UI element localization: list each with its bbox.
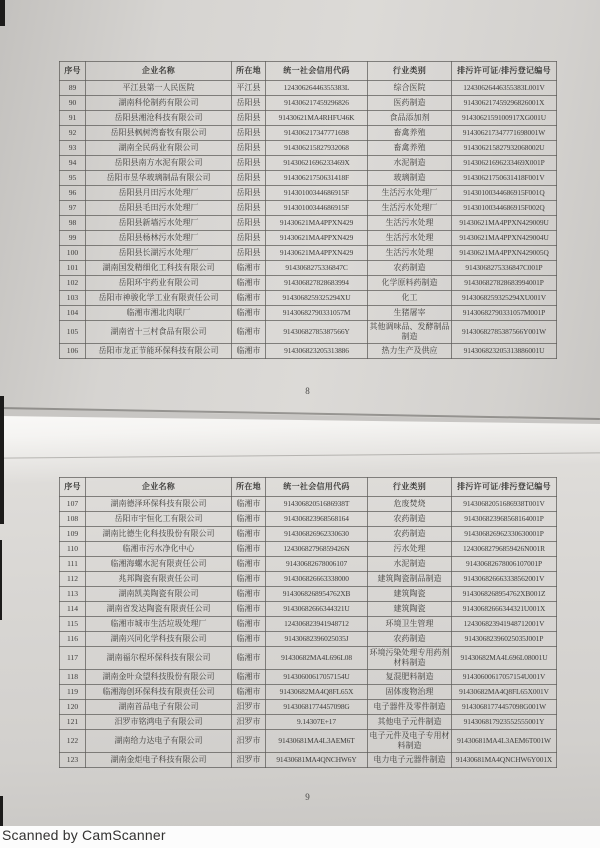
photo-edge-artifact (0, 540, 2, 620)
cell-location: 临湘市 (232, 647, 266, 670)
cell-location: 岳阳县 (232, 246, 266, 261)
cell-permit-no: 91430682051686938T001V (452, 497, 557, 512)
cell-location: 临湘市 (232, 527, 266, 542)
cell-company-name: 临湘海螺水泥有限责任公司 (86, 557, 232, 572)
cell-location: 岳阳县 (232, 141, 266, 156)
cell-serial-no: 99 (60, 231, 86, 246)
cell-credit-code: 914306823968568164 (266, 512, 368, 527)
table-row (60, 186, 557, 201)
cell-permit-no: 914306823205313886001U (452, 344, 557, 359)
cell-credit-code: 91430682666344321U (266, 602, 368, 617)
cell-permit-no: 914306217459296826001X (452, 96, 557, 111)
cell-industry: 生活污水处理 (368, 216, 452, 231)
table-row (60, 715, 557, 730)
cell-industry: 建筑陶瓷制品制造 (368, 572, 452, 587)
camscanner-watermark: Scanned by CamScanner (2, 827, 166, 843)
cell-credit-code: 91430681MA4L3AEM6T (266, 730, 368, 753)
cell-serial-no: 111 (60, 557, 86, 572)
cell-industry: 电力电子元器件制造 (368, 753, 452, 768)
cell-company-name: 岳阳县湘沧科技有限公司 (86, 111, 232, 126)
pollution-permit-table-page-9 (59, 477, 557, 768)
cell-serial-no: 102 (60, 276, 86, 291)
table-row (60, 730, 557, 753)
cell-permit-no: 914306826663338562001V (452, 572, 557, 587)
cell-serial-no: 100 (60, 246, 86, 261)
cell-credit-code: 9143068259325294XU (266, 291, 368, 306)
cell-serial-no: 118 (60, 670, 86, 685)
cell-credit-code: 91430682396025035J (266, 632, 368, 647)
cell-company-name: 湖南金叶众望科技股份有限公司 (86, 670, 232, 685)
cell-industry: 污水处理 (368, 542, 452, 557)
cell-credit-code: 91430600617057154U (266, 670, 368, 685)
cell-industry: 化工 (368, 291, 452, 306)
cell-serial-no: 116 (60, 632, 86, 647)
table-row (60, 602, 557, 617)
cell-serial-no: 113 (60, 587, 86, 602)
cell-serial-no: 103 (60, 291, 86, 306)
cell-permit-no: 9143068259325294XU001V (452, 291, 557, 306)
cell-location: 岳阳县 (232, 126, 266, 141)
cell-company-name: 岳阳县南方水泥有限公司 (86, 156, 232, 171)
cell-permit-no: 91430682785387566Y001W (452, 321, 557, 344)
cell-industry: 农药制造 (368, 632, 452, 647)
cell-permit-no: 12430682796859426N001R (452, 542, 557, 557)
cell-location: 汨罗市 (232, 700, 266, 715)
header-cell: 行业类别 (368, 62, 452, 81)
cell-permit-no: 91430100344686915F002Q (452, 201, 557, 216)
cell-company-name: 湖南国发精细化工科技有限公司 (86, 261, 232, 276)
cell-credit-code: 91430682785387566Y (266, 321, 368, 344)
cell-credit-code: 12430626446355383L (266, 81, 368, 96)
cell-serial-no: 108 (60, 512, 86, 527)
cell-company-name: 湖南福尔程环保科技有限公司 (86, 647, 232, 670)
page-number: 9 (305, 792, 310, 802)
table-row (60, 321, 557, 344)
photo-edge-artifact (0, 0, 5, 26)
table-row (60, 276, 557, 291)
cell-credit-code: 91430621MA4PPXN429 (266, 216, 368, 231)
cell-company-name: 湖南省十三村食品有限公司 (86, 321, 232, 344)
cell-industry: 危废焚烧 (368, 497, 452, 512)
cell-company-name: 湖南凯美陶瓷有限公司 (86, 587, 232, 602)
header-cell: 统一社会信用代码 (266, 62, 368, 81)
table-row (60, 647, 557, 670)
cell-company-name: 湖南兴同化学科技有限公司 (86, 632, 232, 647)
table-row (60, 201, 557, 216)
table-row (60, 156, 557, 171)
cell-industry: 农药制造 (368, 512, 452, 527)
cell-serial-no: 105 (60, 321, 86, 344)
cell-credit-code: 9143068275336847C (266, 261, 368, 276)
cell-serial-no: 98 (60, 216, 86, 231)
cell-industry: 水泥制造 (368, 557, 452, 572)
cell-location: 临湘市 (232, 276, 266, 291)
cell-credit-code: 9143068268954762XB (266, 587, 368, 602)
cell-industry: 生活污水处理厂 (368, 186, 452, 201)
cell-company-name: 临湘市污水净化中心 (86, 542, 232, 557)
cell-industry: 建筑陶瓷 (368, 602, 452, 617)
table-row (60, 542, 557, 557)
cell-permit-no: 91430681MA4QNCHW6Y001X (452, 753, 557, 768)
cell-location: 临湘市 (232, 670, 266, 685)
header-cell: 行业类别 (368, 478, 452, 497)
cell-company-name: 湖南首品电子有限公司 (86, 700, 232, 715)
table-row (60, 306, 557, 321)
cell-location: 临湘市 (232, 261, 266, 276)
cell-credit-code: 91430682790331057M (266, 306, 368, 321)
cell-industry: 水泥制造 (368, 156, 452, 171)
cell-permit-no: 91430682MA4Q8FL65X001V (452, 685, 557, 700)
cell-serial-no: 96 (60, 186, 86, 201)
cell-location: 临湘市 (232, 497, 266, 512)
cell-serial-no: 107 (60, 497, 86, 512)
cell-company-name: 岳阳县枫树湾畜牧有限公司 (86, 126, 232, 141)
cell-company-name: 岳阳市神骏化学工业有限责任公司 (86, 291, 232, 306)
cell-permit-no: 91430621MA4PPXN429005Q (452, 246, 557, 261)
cell-company-name: 湖南省发达陶瓷有限责任公司 (86, 602, 232, 617)
cell-industry: 化学原料药制造 (368, 276, 452, 291)
table-row (60, 572, 557, 587)
cell-location: 临湘市 (232, 344, 266, 359)
cell-location: 岳阳县 (232, 216, 266, 231)
header-cell: 所在地 (232, 478, 266, 497)
table-row (60, 670, 557, 685)
cell-permit-no: 9143068268954762XB001Z (452, 587, 557, 602)
cell-serial-no: 93 (60, 141, 86, 156)
pollution-permit-table-page-8 (59, 61, 557, 359)
table-row (60, 96, 557, 111)
cell-company-name: 岳阳县月田污水处理厂 (86, 186, 232, 201)
cell-permit-no: 91430621MA4PPXN429004U (452, 231, 557, 246)
table-header-row (60, 478, 557, 497)
cell-location: 岳阳县 (232, 171, 266, 186)
header-cell: 排污许可证/排污登记编号 (452, 478, 557, 497)
table-row (60, 632, 557, 647)
cell-serial-no: 120 (60, 700, 86, 715)
cell-industry: 生猪屠宰 (368, 306, 452, 321)
cell-serial-no: 94 (60, 156, 86, 171)
cell-location: 临湘市 (232, 291, 266, 306)
header-cell: 企业名称 (86, 62, 232, 81)
cell-industry: 其他调味品、发酵制品制造 (368, 321, 452, 344)
table-row (60, 753, 557, 768)
cell-permit-no: 9143068275336847C001P (452, 261, 557, 276)
cell-permit-no: 91430621750631418F001V (452, 171, 557, 186)
photo-edge-artifact (0, 796, 3, 828)
cell-location: 临湘市 (232, 617, 266, 632)
cell-permit-no: 124306823941948712001V (452, 617, 557, 632)
cell-permit-no: 9143062159100917XG001U (452, 111, 557, 126)
table-row (60, 126, 557, 141)
cell-credit-code: 9.14307E+17 (266, 715, 368, 730)
cell-industry: 其他电子元件制造 (368, 715, 452, 730)
photo-edge-artifact (0, 396, 4, 524)
cell-serial-no: 92 (60, 126, 86, 141)
cell-serial-no: 104 (60, 306, 86, 321)
cell-location: 临湘市 (232, 587, 266, 602)
cell-location: 临湘市 (232, 512, 266, 527)
header-cell: 所在地 (232, 62, 266, 81)
cell-serial-no: 122 (60, 730, 86, 753)
cell-company-name: 岳阳县长湖污水处理厂 (86, 246, 232, 261)
cell-credit-code: 914306826962330630 (266, 527, 368, 542)
cell-permit-no: 12430626446355383L001V (452, 81, 557, 96)
cell-industry: 玻璃制造 (368, 171, 452, 186)
cell-permit-no: 91430682396025035J001P (452, 632, 557, 647)
table-row (60, 685, 557, 700)
cell-credit-code: 12430682796859426N (266, 542, 368, 557)
cell-location: 临湘市 (232, 306, 266, 321)
cell-company-name: 湖南比德生化科技股份有限公司 (86, 527, 232, 542)
table-row (60, 111, 557, 126)
cell-credit-code: 91430621MA4PPXN429 (266, 231, 368, 246)
table-row (60, 512, 557, 527)
cell-serial-no: 101 (60, 261, 86, 276)
cell-industry: 热力生产及供应 (368, 344, 452, 359)
cell-serial-no: 114 (60, 602, 86, 617)
cell-serial-no: 117 (60, 647, 86, 670)
cell-permit-no: 914306817923552555001Y (452, 715, 557, 730)
cell-location: 临湘市 (232, 602, 266, 617)
cell-industry: 生活污水处理 (368, 246, 452, 261)
cell-company-name: 湖南德泽环保科技有限公司 (86, 497, 232, 512)
cell-credit-code: 91430681MA4QNCHW6Y (266, 753, 368, 768)
cell-location: 汨罗市 (232, 715, 266, 730)
cell-industry: 复混肥料制造 (368, 670, 452, 685)
cell-industry: 固体废物治理 (368, 685, 452, 700)
cell-serial-no: 89 (60, 81, 86, 96)
cell-location: 汨罗市 (232, 753, 266, 768)
cell-serial-no: 109 (60, 527, 86, 542)
cell-serial-no: 110 (60, 542, 86, 557)
cell-industry: 食品添加剂 (368, 111, 452, 126)
cell-serial-no: 121 (60, 715, 86, 730)
cell-location: 岳阳县 (232, 231, 266, 246)
cell-industry: 生活污水处理 (368, 231, 452, 246)
table-row (60, 617, 557, 632)
cell-company-name: 岳阳市昱华玻璃制品有限公司 (86, 171, 232, 186)
cell-company-name: 岳阳县新墙污水处理厂 (86, 216, 232, 231)
cell-company-name: 湖南全民码业有限公司 (86, 141, 232, 156)
cell-permit-no: 914306823968568164001P (452, 512, 557, 527)
cell-industry: 环境卫生管理 (368, 617, 452, 632)
header-cell: 序号 (60, 62, 86, 81)
cell-company-name: 岳阳县毛田污水处理厂 (86, 201, 232, 216)
cell-permit-no: 91430600617057154U001V (452, 670, 557, 685)
cell-location: 临湘市 (232, 632, 266, 647)
cell-permit-no: 91430681MA4L3AEM6T001W (452, 730, 557, 753)
table-row (60, 527, 557, 542)
cell-credit-code: 914306217459296826 (266, 96, 368, 111)
header-cell: 序号 (60, 478, 86, 497)
cell-company-name: 岳阳县杨林污水处理厂 (86, 231, 232, 246)
cell-credit-code: 91430621MA4RHFU46K (266, 111, 368, 126)
cell-location: 临湘市 (232, 321, 266, 344)
cell-credit-code: 91430682MA4Q8FL65X (266, 685, 368, 700)
cell-permit-no: 914306215827932068002U (452, 141, 557, 156)
cell-serial-no: 123 (60, 753, 86, 768)
cell-permit-no: 91430621696233469X001P (452, 156, 557, 171)
cell-location: 临湘市 (232, 685, 266, 700)
cell-industry: 农药制造 (368, 527, 452, 542)
cell-company-name: 岳阳市龙正节能环保科技有限公司 (86, 344, 232, 359)
cell-serial-no: 95 (60, 171, 86, 186)
table-row (60, 557, 557, 572)
cell-industry: 环境污染处理专用药剂材料制造 (368, 647, 452, 670)
cell-location: 岳阳县 (232, 156, 266, 171)
cell-serial-no: 115 (60, 617, 86, 632)
cell-permit-no: 91430682678006107001P (452, 557, 557, 572)
page-number: 8 (305, 386, 310, 396)
cell-location: 临湘市 (232, 542, 266, 557)
cell-industry: 综合医院 (368, 81, 452, 96)
cell-company-name: 岳阳市宇恒化工有限公司 (86, 512, 232, 527)
scanner-watermark-strip (0, 826, 600, 848)
cell-location: 岳阳县 (232, 201, 266, 216)
cell-permit-no: 914306826962330630001P (452, 527, 557, 542)
cell-credit-code: 914306215827932068 (266, 141, 368, 156)
cell-industry: 建筑陶瓷 (368, 587, 452, 602)
cell-serial-no: 90 (60, 96, 86, 111)
cell-industry: 畜禽养殖 (368, 141, 452, 156)
table-row (60, 344, 557, 359)
table-row (60, 171, 557, 186)
cell-location: 岳阳县 (232, 186, 266, 201)
cell-company-name: 湖南金炬电子科技有限公司 (86, 753, 232, 768)
cell-location: 平江县 (232, 81, 266, 96)
cell-serial-no: 91 (60, 111, 86, 126)
table-row (60, 231, 557, 246)
cell-company-name: 岳阳环宇药业有限公司 (86, 276, 232, 291)
cell-industry: 电子器件及零件制造 (368, 700, 452, 715)
cell-permit-no: 91430682666344321U001X (452, 602, 557, 617)
cell-location: 岳阳县 (232, 96, 266, 111)
cell-serial-no: 106 (60, 344, 86, 359)
cell-permit-no: 91430682MA4L696L08001U (452, 647, 557, 670)
table-header-row (60, 62, 557, 81)
table-row (60, 141, 557, 156)
table-row (60, 261, 557, 276)
header-cell: 统一社会信用代码 (266, 478, 368, 497)
table-row (60, 587, 557, 602)
cell-company-name: 临湘海创环保科技有限责任公司 (86, 685, 232, 700)
cell-permit-no: 914306217347771698001W (452, 126, 557, 141)
cell-permit-no: 91430682790331057M001P (452, 306, 557, 321)
cell-credit-code: 914306823205313886 (266, 344, 368, 359)
cell-company-name: 湖南给力达电子有限公司 (86, 730, 232, 753)
cell-company-name: 汨罗市铭鸿电子有限公司 (86, 715, 232, 730)
table-row (60, 81, 557, 96)
cell-permit-no: 914306827828683994001P (452, 276, 557, 291)
cell-credit-code: 91430621696233469X (266, 156, 368, 171)
cell-serial-no: 97 (60, 201, 86, 216)
cell-location: 岳阳县 (232, 111, 266, 126)
cell-serial-no: 119 (60, 685, 86, 700)
table-row (60, 216, 557, 231)
cell-industry: 医药制造 (368, 96, 452, 111)
cell-permit-no: 91430100344686915F001Q (452, 186, 557, 201)
cell-credit-code: 91430682051686938T (266, 497, 368, 512)
cell-company-name: 湖南科伦制药有限公司 (86, 96, 232, 111)
cell-credit-code: 914306217347771698 (266, 126, 368, 141)
table-row (60, 291, 557, 306)
cell-credit-code: 914306826663338000 (266, 572, 368, 587)
cell-permit-no: 91430681774457098G001W (452, 700, 557, 715)
header-cell: 排污许可证/排污登记编号 (452, 62, 557, 81)
cell-industry: 畜禽养殖 (368, 126, 452, 141)
cell-location: 临湘市 (232, 572, 266, 587)
cell-location: 汨罗市 (232, 730, 266, 753)
table-row (60, 497, 557, 512)
cell-credit-code: 91430682678006107 (266, 557, 368, 572)
cell-company-name: 临湘市城市生活垃圾处理厂 (86, 617, 232, 632)
table-row (60, 246, 557, 261)
cell-permit-no: 91430621MA4PPXN429009U (452, 216, 557, 231)
cell-company-name: 临湘市湘北肉联厂 (86, 306, 232, 321)
cell-credit-code: 914306827828683994 (266, 276, 368, 291)
cell-industry: 生活污水处理厂 (368, 201, 452, 216)
cell-credit-code: 124306823941948712 (266, 617, 368, 632)
cell-company-name: 兆邦陶瓷有限责任公司 (86, 572, 232, 587)
cell-serial-no: 112 (60, 572, 86, 587)
cell-industry: 电子元件及电子专用材料制造 (368, 730, 452, 753)
cell-location: 临湘市 (232, 557, 266, 572)
cell-credit-code: 91430100344686915F (266, 201, 368, 216)
cell-company-name: 平江县第一人民医院 (86, 81, 232, 96)
table-row (60, 700, 557, 715)
cell-credit-code: 91430681774457098G (266, 700, 368, 715)
cell-credit-code: 91430100344686915F (266, 186, 368, 201)
cell-credit-code: 91430621MA4PPXN429 (266, 246, 368, 261)
cell-industry: 农药制造 (368, 261, 452, 276)
cell-credit-code: 91430621750631418F (266, 171, 368, 186)
header-cell: 企业名称 (86, 478, 232, 497)
cell-credit-code: 91430682MA4L696L08 (266, 647, 368, 670)
